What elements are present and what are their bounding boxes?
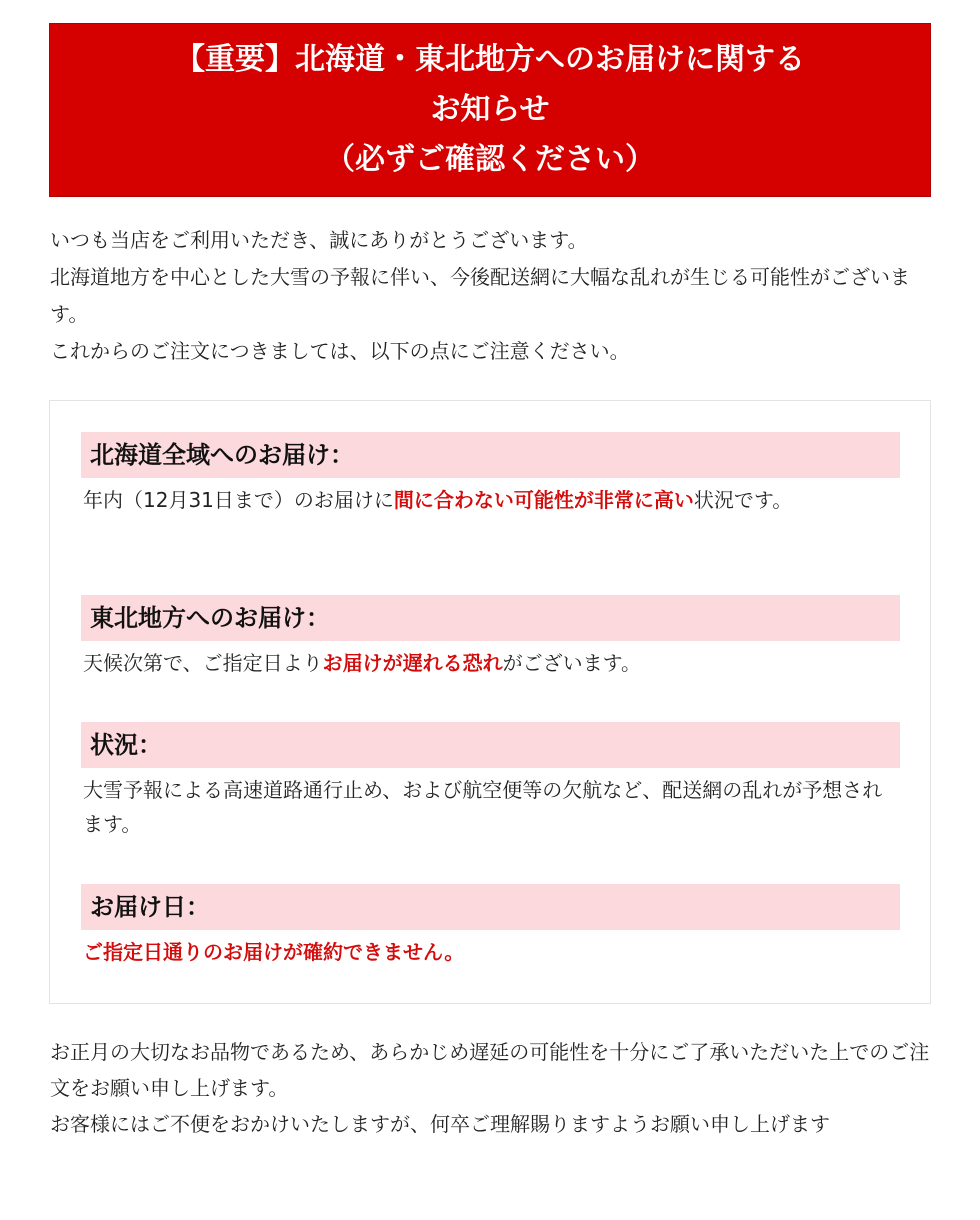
section-body	[81, 483, 900, 517]
closing-request: お正月の大切なお品物であるため、あらかじめ遅延の可能性を十分にご了承いただいた上でのご注文をお願い申し上げます。	[50, 1040, 930, 1100]
section-tohoku-delivery	[81, 595, 900, 680]
closing-text	[50, 1034, 930, 1142]
section-body	[81, 935, 900, 969]
section-situation	[81, 722, 900, 841]
body-text: 年内（12月31日まで）のお届けに	[83, 488, 394, 512]
intro-forecast: 北海道地方を中心とした大雪の予報に伴い、今後配送網に大幅な乱れが生じる可能性がございます。	[50, 265, 910, 326]
intro-greeting: いつも当店をご利用いただき、誠にありがとうございます。	[50, 228, 588, 252]
section-hokkaido-delivery	[81, 432, 900, 517]
section-delivery-date	[81, 884, 900, 969]
notice-details-box	[49, 400, 931, 1004]
intro-text	[50, 222, 930, 370]
section-body	[81, 646, 900, 680]
highlight-text: お届けが遅れる恐れ	[322, 651, 503, 675]
body-text: 状況です。	[693, 488, 793, 512]
section-heading: 東北地方へのお届け：	[81, 595, 900, 641]
body-text: 大雪予報による高速道路通行止め、および航空便等の欠航など、配送網の乱れが予想されます。	[83, 778, 883, 836]
intro-caution: これからのご注文につきましては、以下の点にご注意ください。	[50, 339, 630, 363]
highlight-text: 間に合わない可能性が非常に高い	[393, 488, 694, 512]
section-heading: 状況：	[81, 722, 900, 768]
highlight-text: ご指定日通りのお届けが確約できません。	[83, 940, 465, 964]
title-line-2: お知らせ	[430, 92, 550, 127]
body-text: がございます。	[502, 651, 642, 675]
title-line-1: 【重要】北海道・東北地方へのお届けに関する	[175, 42, 805, 77]
section-heading: お届け日：	[81, 884, 900, 930]
title-line-3: （必ずご確認ください）	[325, 142, 655, 177]
section-body	[81, 773, 900, 841]
notice-title-banner	[49, 23, 931, 197]
closing-apology: お客様にはご不便をおかけいたしますが、何卒ご理解賜りますようお願い申し上げます	[50, 1112, 830, 1136]
body-text: 天候次第で、ご指定日より	[83, 651, 323, 675]
section-heading: 北海道全域へのお届け：	[81, 432, 900, 478]
